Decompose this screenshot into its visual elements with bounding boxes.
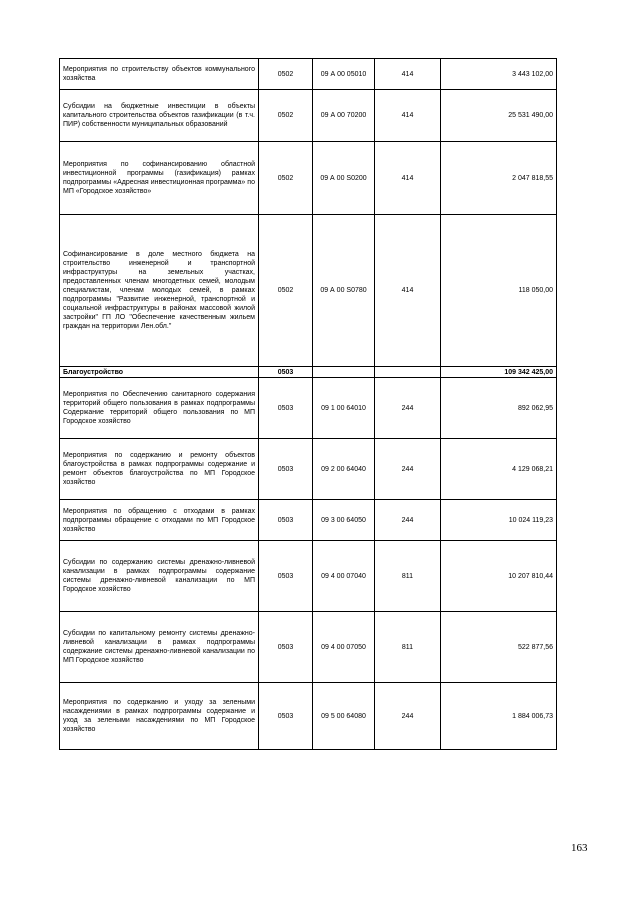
expense-type-cell: 244: [375, 683, 441, 750]
table-row: [60, 59, 557, 90]
expense-type-cell: [375, 367, 441, 378]
table-row: [60, 612, 557, 683]
expense-type-cell: 811: [375, 541, 441, 612]
item-name-cell: Софинансирование в доле местного бюджета на строительство инженерной и транспортной инфраструктуры на земельных участках, предоставленных членам многодетных семей, молодым специалистам, членам молодых семей, в рамках подпрограммы "Развитие инженерной, транспортной и социальной инфраструктуры в районах массовой жилой застройки" ГП ЛО "Обеспечение качественным жильем граждан на территории Лен.обл.": [60, 215, 259, 367]
target-article-cell: 09 А 00 70200: [313, 90, 375, 142]
amount-cell: 10 207 810,44: [441, 541, 557, 612]
section-code-cell: 0503: [259, 612, 313, 683]
section-code-cell: 0503: [259, 378, 313, 439]
target-article-cell: 09 А 00 S0780: [313, 215, 375, 367]
amount-cell: 109 342 425,00: [441, 367, 557, 378]
target-article-cell: 09 А 00 05010: [313, 59, 375, 90]
table-row: [60, 683, 557, 750]
target-article-cell: 09 5 00 64080: [313, 683, 375, 750]
budget-table-body: [60, 59, 557, 750]
item-name-cell: Субсидии по содержанию системы дренажно-ливневой канализации в рамках подпрограммы содержание системы дренажно-ливневой канализации по МП Городское хозяйство: [60, 541, 259, 612]
target-article-cell: 09 4 00 07050: [313, 612, 375, 683]
table-row: [60, 215, 557, 367]
amount-cell: 522 877,56: [441, 612, 557, 683]
expense-type-cell: 414: [375, 90, 441, 142]
section-code-cell: 0502: [259, 59, 313, 90]
amount-cell: 118 050,00: [441, 215, 557, 367]
section-code-cell: 0503: [259, 541, 313, 612]
section-code-cell: 0503: [259, 439, 313, 500]
expense-type-cell: 244: [375, 378, 441, 439]
target-article-cell: 09 А 00 S0200: [313, 142, 375, 215]
amount-cell: 25 531 490,00: [441, 90, 557, 142]
item-name-cell: Благоустройство: [60, 367, 259, 378]
item-name-cell: Субсидии по капитальному ремонту системы дренажно-ливневой канализации в рамках подпрограммы содержание системы дренажно-ливневой канализации по МП Городское хозяйство: [60, 612, 259, 683]
amount-cell: 2 047 818,55: [441, 142, 557, 215]
page-number: 163: [571, 842, 588, 854]
amount-cell: 1 884 006,73: [441, 683, 557, 750]
expense-type-cell: 414: [375, 59, 441, 90]
item-name-cell: Мероприятия по обращению с отходами в рамках подпрограммы обращение с отходами по МП Городское хозяйство: [60, 500, 259, 541]
item-name-cell: Мероприятия по строительству объектов коммунального хозяйства: [60, 59, 259, 90]
item-name-cell: Мероприятия по содержанию и уходу за зелеными насаждениями в рамках подпрограммы содержание и уход за зелеными насаждениями по МП Городское хозяйство: [60, 683, 259, 750]
amount-cell: 10 024 119,23: [441, 500, 557, 541]
expense-type-cell: 244: [375, 439, 441, 500]
amount-cell: 4 129 068,21: [441, 439, 557, 500]
table-row: [60, 90, 557, 142]
item-name-cell: Мероприятия по софинансированию областной инвестиционной программы (газификация) рамках подпрограммы «Адресная инвестиционная программа» по МП «Городское хозяйство»: [60, 142, 259, 215]
target-article-cell: [313, 367, 375, 378]
table-row: [60, 142, 557, 215]
section-code-cell: 0503: [259, 500, 313, 541]
expense-type-cell: 414: [375, 215, 441, 367]
table-row: [60, 378, 557, 439]
target-article-cell: 09 4 00 07040: [313, 541, 375, 612]
expense-type-cell: 811: [375, 612, 441, 683]
item-name-cell: Субсидии на бюджетные инвестиции в объекты капитального строительства объектов газификации (в т.ч. ПИР) собственности муниципальных образований: [60, 90, 259, 142]
section-code-cell: 0503: [259, 367, 313, 378]
target-article-cell: 09 1 00 64010: [313, 378, 375, 439]
item-name-cell: Мероприятия по Обеспечению санитарного содержания территорий общего пользования в рамках подпрограммы Содержание территорий общего пользования по МП Городское хозяйство: [60, 378, 259, 439]
amount-cell: 892 062,95: [441, 378, 557, 439]
target-article-cell: 09 3 00 64050: [313, 500, 375, 541]
expense-type-cell: 244: [375, 500, 441, 541]
section-code-cell: 0503: [259, 683, 313, 750]
section-code-cell: 0502: [259, 142, 313, 215]
item-name-cell: Мероприятия по содержанию и ремонту объектов благоустройства в рамках подпрограммы содержание и ремонт объектов благоустройства по МП Городское хозяйство: [60, 439, 259, 500]
budget-table: [59, 58, 557, 750]
table-row: [60, 439, 557, 500]
amount-cell: 3 443 102,00: [441, 59, 557, 90]
table-row: [60, 541, 557, 612]
target-article-cell: 09 2 00 64040: [313, 439, 375, 500]
table-row-subtotal: [60, 367, 557, 378]
section-code-cell: 0502: [259, 215, 313, 367]
section-code-cell: 0502: [259, 90, 313, 142]
expense-type-cell: 414: [375, 142, 441, 215]
table-row: [60, 500, 557, 541]
